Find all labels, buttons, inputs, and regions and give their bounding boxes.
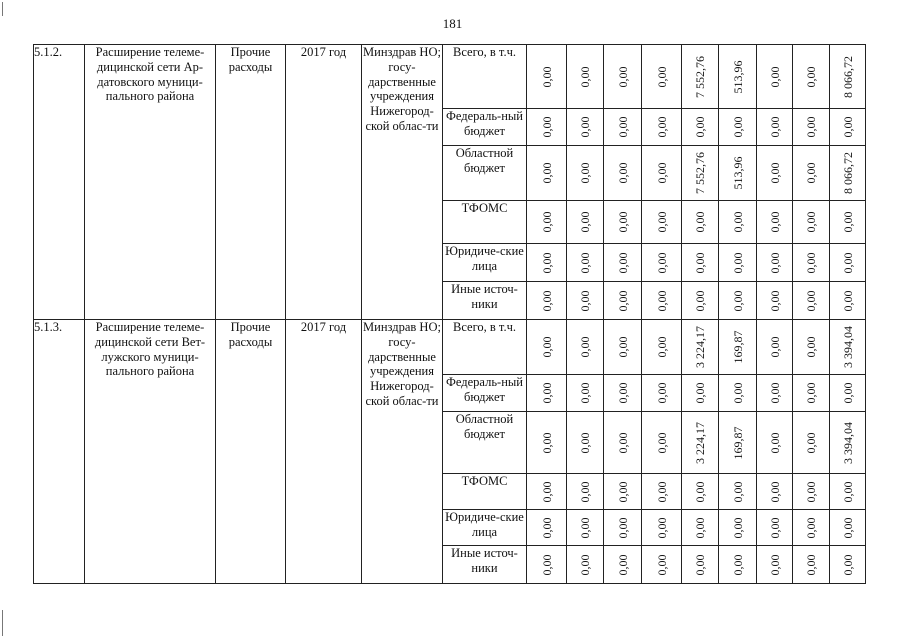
amount-value: 0,00 [840,116,855,138]
amount-cell [719,375,757,412]
funding-source: ТФОМС [443,201,527,244]
amount-value: 0,00 [577,162,592,184]
amount-value: 0,00 [615,432,630,453]
amount-cell [682,546,719,584]
amount-value: 0,00 [840,211,855,233]
amount-cell [793,375,830,412]
amount-value: 0,00 [730,290,745,311]
amount-cell [682,201,719,244]
amount-value: 0,00 [577,554,592,575]
amount-cell [719,510,757,546]
amount-cell [719,474,757,510]
amount-cell [719,201,757,244]
amount-value: 0,00 [767,432,782,453]
amount-value: 0,00 [539,66,554,87]
amount-value: 0,00 [730,554,745,575]
amount-cell [719,320,757,375]
amount-value: 0,00 [692,554,707,575]
amount-value: 0,00 [767,211,782,233]
funding-source: Юридиче-ские лица [443,244,527,282]
funding-source: Федераль-ный бюджет [443,109,527,146]
amount-value: 0,00 [577,336,592,358]
amount-cell [527,109,567,146]
amount-cell [719,412,757,474]
amount-value: 0,00 [803,162,818,184]
amount-cell [682,320,719,375]
amount-value: 513,96 [730,156,745,190]
amount-value: 0,00 [803,290,818,311]
funding-source: Всего, в т.ч. [443,45,527,109]
amount-value: 0,00 [539,517,554,538]
amount-cell [567,412,604,474]
amount-cell [682,510,719,546]
amount-cell [719,244,757,282]
amount-cell [527,412,567,474]
amount-value: 0,00 [767,162,782,184]
amount-value: 0,00 [803,481,818,502]
margin-mark-top [2,2,3,16]
amount-cell [567,510,604,546]
amount-cell [793,474,830,510]
amount-value: 0,00 [767,517,782,538]
amount-value: 0,00 [615,517,630,538]
amount-cell [604,546,642,584]
funding-source: Федераль-ный бюджет [443,375,527,412]
amount-cell [604,510,642,546]
amount-value: 0,00 [803,252,818,273]
amount-value: 0,00 [803,336,818,358]
amount-value: 0,00 [539,290,554,311]
funding-source: Иные источ-ники [443,546,527,584]
amount-value: 0,00 [767,554,782,575]
amount-cell [830,201,866,244]
amount-value: 0,00 [803,517,818,538]
amount-value: 0,00 [803,554,818,575]
amount-value: 7 552,76 [692,55,707,98]
amount-cell [830,546,866,584]
amount-value: 0,00 [692,252,707,273]
amount-cell [527,375,567,412]
amount-value: 0,00 [654,336,669,358]
amount-cell [642,375,682,412]
amount-value: 0,00 [803,211,818,233]
amount-cell [567,244,604,282]
amount-cell [642,282,682,320]
amount-value: 0,00 [767,481,782,502]
amount-value: 0,00 [803,66,818,87]
amount-value: 0,00 [730,517,745,538]
amount-value: 0,00 [654,116,669,138]
amount-cell [567,320,604,375]
item-name: Расширение телеме-дицинской сети Вет-лужского муници-пального района [85,320,216,584]
amount-value: 0,00 [692,116,707,138]
amount-cell [642,320,682,375]
amount-cell [527,510,567,546]
amount-value: 0,00 [654,252,669,273]
amount-value: 0,00 [692,211,707,233]
amount-cell [757,510,793,546]
funding-source: ТФОМС [443,474,527,510]
amount-value: 0,00 [615,211,630,233]
amount-cell [757,375,793,412]
amount-cell [527,45,567,109]
amount-value: 0,00 [539,336,554,358]
amount-cell [757,546,793,584]
amount-cell [682,474,719,510]
amount-value: 0,00 [654,432,669,453]
amount-value: 3 224,17 [692,326,707,368]
amount-value: 0,00 [840,554,855,575]
amount-cell [604,244,642,282]
margin-mark-bottom [2,610,3,636]
table-body [34,45,866,584]
amount-cell [830,412,866,474]
amount-cell [567,282,604,320]
amount-cell [642,546,682,584]
amount-value: 169,87 [730,330,745,364]
amount-cell [793,320,830,375]
amount-cell [757,146,793,201]
amount-value: 169,87 [730,426,745,459]
amount-value: 0,00 [539,481,554,502]
amount-cell [830,510,866,546]
amount-value: 0,00 [615,252,630,273]
amount-value: 0,00 [803,432,818,453]
amount-cell [682,244,719,282]
amount-cell [830,244,866,282]
amount-cell [757,282,793,320]
amount-cell [793,45,830,109]
amount-value: 0,00 [767,382,782,404]
amount-cell [793,412,830,474]
amount-cell [719,146,757,201]
amount-value: 0,00 [767,336,782,358]
amount-cell [793,146,830,201]
funding-source: Всего, в т.ч. [443,320,527,375]
amount-value: 0,00 [692,481,707,502]
amount-cell [757,320,793,375]
amount-cell [567,146,604,201]
amount-value: 513,96 [730,60,745,93]
amount-cell [604,45,642,109]
amount-value: 0,00 [539,116,554,138]
amount-value: 0,00 [840,382,855,404]
amount-value: 0,00 [803,382,818,404]
amount-cell [642,109,682,146]
table-row [34,45,866,109]
amount-cell [793,546,830,584]
amount-cell [793,244,830,282]
amount-value: 0,00 [730,211,745,233]
amount-cell [793,109,830,146]
table-row [34,320,866,375]
amount-cell [604,201,642,244]
amount-cell [527,320,567,375]
amount-cell [567,546,604,584]
amount-value: 0,00 [692,517,707,538]
item-name: Расширение телеме-дицинской сети Ар-датовского муници-пального района [85,45,216,320]
amount-cell [682,109,719,146]
amount-value: 0,00 [654,290,669,311]
funding-source: Областной бюджет [443,146,527,201]
amount-value: 0,00 [539,162,554,184]
expense-type: Прочие расходы [216,320,286,584]
amount-cell [682,412,719,474]
budget-table [33,44,866,584]
amount-value: 0,00 [539,554,554,575]
amount-value: 0,00 [730,382,745,404]
amount-cell [757,201,793,244]
item-period: 2017 год [286,320,362,584]
amount-value: 0,00 [654,517,669,538]
amount-cell [642,244,682,282]
amount-cell [757,109,793,146]
amount-value: 8 066,72 [840,55,855,98]
amount-value: 3 394,04 [840,326,855,368]
amount-value: 0,00 [767,116,782,138]
amount-cell [527,146,567,201]
amount-cell [830,146,866,201]
amount-value: 0,00 [577,517,592,538]
amount-cell [567,109,604,146]
funding-source: Иные источ-ники [443,282,527,320]
item-code: 5.1.2. [34,45,85,320]
amount-value: 0,00 [539,432,554,453]
amount-value: 3 394,04 [840,421,855,464]
funding-source: Юридиче-ские лица [443,510,527,546]
amount-value: 0,00 [539,252,554,273]
amount-cell [830,320,866,375]
amount-value: 0,00 [615,116,630,138]
amount-value: 0,00 [767,66,782,87]
amount-cell [830,109,866,146]
amount-cell [682,45,719,109]
amount-cell [567,375,604,412]
amount-cell [642,412,682,474]
amount-cell [567,45,604,109]
amount-value: 0,00 [730,252,745,273]
amount-cell [682,375,719,412]
funding-source: Областной бюджет [443,412,527,474]
amount-value: 0,00 [767,290,782,311]
amount-value: 0,00 [840,252,855,273]
amount-cell [682,146,719,201]
amount-value: 0,00 [577,290,592,311]
amount-cell [830,282,866,320]
amount-cell [757,474,793,510]
amount-cell [682,282,719,320]
amount-cell [642,474,682,510]
amount-cell [604,474,642,510]
amount-cell [527,282,567,320]
amount-cell [719,546,757,584]
amount-cell [642,146,682,201]
item-code: 5.1.3. [34,320,85,584]
amount-value: 0,00 [615,66,630,87]
amount-value: 0,00 [577,481,592,502]
amount-cell [793,201,830,244]
amount-cell [567,201,604,244]
amount-value: 0,00 [577,116,592,138]
amount-cell [604,320,642,375]
item-executor: Минздрав НО; госу-дарственные учреждения Нижегород-ской облас-ти [362,320,443,584]
amount-cell [719,282,757,320]
amount-value: 0,00 [577,432,592,453]
amount-cell [567,474,604,510]
amount-cell [719,109,757,146]
amount-cell [527,201,567,244]
amount-cell [527,474,567,510]
amount-value: 0,00 [577,382,592,404]
amount-cell [793,510,830,546]
amount-cell [604,109,642,146]
amount-cell [757,412,793,474]
amount-value: 0,00 [615,290,630,311]
amount-value: 0,00 [692,290,707,311]
amount-value: 0,00 [577,66,592,87]
expense-type: Прочие расходы [216,45,286,320]
amount-value: 0,00 [539,382,554,404]
amount-value: 0,00 [577,252,592,273]
amount-value: 0,00 [654,382,669,404]
amount-value: 0,00 [654,481,669,502]
amount-cell [757,244,793,282]
amount-value: 0,00 [840,481,855,502]
amount-cell [830,474,866,510]
amount-value: 0,00 [692,382,707,404]
amount-value: 0,00 [615,382,630,404]
amount-cell [719,45,757,109]
amount-value: 8 066,72 [840,152,855,194]
amount-cell [527,244,567,282]
amount-cell [642,45,682,109]
amount-cell [793,282,830,320]
amount-cell [604,375,642,412]
amount-value: 0,00 [803,116,818,138]
amount-value: 0,00 [615,336,630,358]
amount-value: 0,00 [577,211,592,233]
amount-value: 0,00 [615,162,630,184]
amount-value: 3 224,17 [692,421,707,464]
amount-cell [642,201,682,244]
amount-value: 0,00 [654,66,669,87]
amount-cell [830,45,866,109]
amount-value: 0,00 [654,211,669,233]
amount-cell [830,375,866,412]
amount-value: 0,00 [767,252,782,273]
amount-value: 0,00 [539,211,554,233]
item-period: 2017 год [286,45,362,320]
page-number: 181 [442,16,463,31]
amount-value: 0,00 [615,481,630,502]
amount-value: 0,00 [654,554,669,575]
amount-value: 0,00 [615,554,630,575]
amount-value: 0,00 [730,481,745,502]
amount-value: 0,00 [840,290,855,311]
amount-value: 7 552,76 [692,152,707,194]
amount-cell [604,146,642,201]
amount-cell [604,412,642,474]
amount-cell [604,282,642,320]
amount-cell [527,546,567,584]
amount-value: 0,00 [730,116,745,138]
amount-cell [757,45,793,109]
amount-value: 0,00 [654,162,669,184]
amount-value: 0,00 [840,517,855,538]
item-executor: Минздрав НО; госу-дарственные учреждения Нижегород-ской облас-ти [362,45,443,320]
amount-cell [642,510,682,546]
